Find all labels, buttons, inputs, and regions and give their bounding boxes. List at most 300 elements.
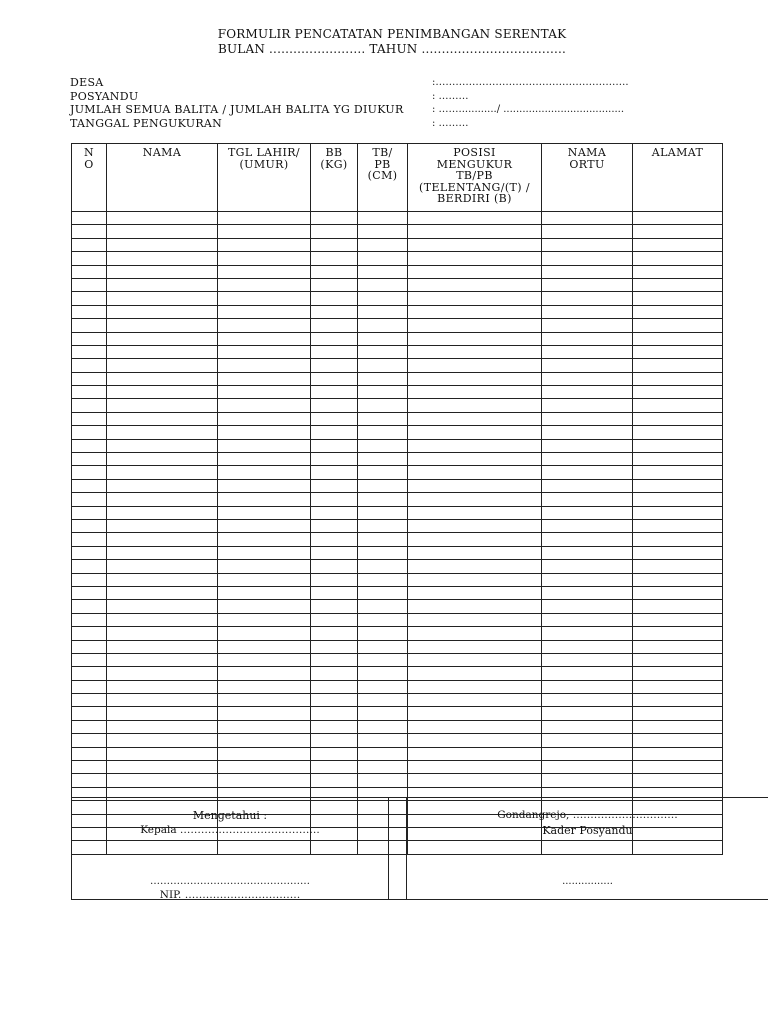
table-cell[interactable] xyxy=(72,372,107,385)
table-cell[interactable] xyxy=(218,265,311,278)
table-cell[interactable] xyxy=(633,546,723,559)
table-cell[interactable] xyxy=(218,533,311,546)
table-cell[interactable] xyxy=(107,653,218,666)
table-cell[interactable] xyxy=(408,533,542,546)
table-cell[interactable] xyxy=(633,734,723,747)
table-cell[interactable] xyxy=(311,412,358,425)
table-cell[interactable] xyxy=(107,466,218,479)
table-cell[interactable] xyxy=(311,667,358,680)
table-cell[interactable] xyxy=(542,426,633,439)
table-cell[interactable] xyxy=(72,319,107,332)
table-cell[interactable] xyxy=(72,412,107,425)
table-cell[interactable] xyxy=(408,265,542,278)
table-cell[interactable] xyxy=(311,586,358,599)
table-cell[interactable] xyxy=(311,238,358,251)
table-cell[interactable] xyxy=(311,573,358,586)
table-cell[interactable] xyxy=(311,613,358,626)
table-cell[interactable] xyxy=(311,265,358,278)
table-cell[interactable] xyxy=(358,305,408,318)
table-cell[interactable] xyxy=(408,292,542,305)
table-cell[interactable] xyxy=(542,680,633,693)
table-cell[interactable] xyxy=(633,278,723,291)
table-cell[interactable] xyxy=(218,399,311,412)
table-cell[interactable] xyxy=(633,519,723,532)
table-cell[interactable] xyxy=(542,278,633,291)
table-cell[interactable] xyxy=(633,292,723,305)
table-cell[interactable] xyxy=(218,278,311,291)
table-cell[interactable] xyxy=(72,734,107,747)
table-cell[interactable] xyxy=(72,653,107,666)
table-cell[interactable] xyxy=(358,225,408,238)
table-cell[interactable] xyxy=(218,319,311,332)
table-cell[interactable] xyxy=(218,747,311,760)
table-cell[interactable] xyxy=(408,519,542,532)
table-cell[interactable] xyxy=(107,278,218,291)
table-cell[interactable] xyxy=(72,238,107,251)
table-cell[interactable] xyxy=(408,506,542,519)
table-cell[interactable] xyxy=(72,359,107,372)
table-cell[interactable] xyxy=(311,720,358,733)
table-cell[interactable] xyxy=(218,761,311,774)
table-cell[interactable] xyxy=(408,453,542,466)
table-cell[interactable] xyxy=(633,627,723,640)
table-cell[interactable] xyxy=(72,453,107,466)
table-cell[interactable] xyxy=(408,319,542,332)
table-cell[interactable] xyxy=(408,627,542,640)
table-cell[interactable] xyxy=(218,479,311,492)
table-cell[interactable] xyxy=(542,225,633,238)
table-cell[interactable] xyxy=(542,734,633,747)
table-cell[interactable] xyxy=(542,453,633,466)
table-cell[interactable] xyxy=(72,479,107,492)
table-cell[interactable] xyxy=(72,292,107,305)
table-cell[interactable] xyxy=(107,506,218,519)
table-cell[interactable] xyxy=(542,707,633,720)
table-cell[interactable] xyxy=(408,747,542,760)
table-cell[interactable] xyxy=(107,734,218,747)
table-cell[interactable] xyxy=(358,627,408,640)
table-cell[interactable] xyxy=(311,212,358,225)
table-cell[interactable] xyxy=(107,493,218,506)
table-cell[interactable] xyxy=(218,212,311,225)
table-cell[interactable] xyxy=(408,613,542,626)
table-cell[interactable] xyxy=(633,493,723,506)
table-cell[interactable] xyxy=(633,774,723,787)
table-cell[interactable] xyxy=(218,506,311,519)
table-cell[interactable] xyxy=(633,238,723,251)
table-cell[interactable] xyxy=(311,332,358,345)
table-cell[interactable] xyxy=(107,212,218,225)
table-cell[interactable] xyxy=(358,720,408,733)
table-cell[interactable] xyxy=(633,466,723,479)
table-cell[interactable] xyxy=(107,586,218,599)
table-cell[interactable] xyxy=(408,305,542,318)
table-cell[interactable] xyxy=(218,466,311,479)
table-cell[interactable] xyxy=(107,305,218,318)
table-cell[interactable] xyxy=(218,694,311,707)
table-cell[interactable] xyxy=(633,399,723,412)
table-cell[interactable] xyxy=(358,560,408,573)
table-cell[interactable] xyxy=(358,252,408,265)
table-cell[interactable] xyxy=(633,412,723,425)
table-cell[interactable] xyxy=(107,265,218,278)
table-cell[interactable] xyxy=(72,680,107,693)
table-cell[interactable] xyxy=(311,506,358,519)
table-cell[interactable] xyxy=(633,680,723,693)
table-cell[interactable] xyxy=(542,479,633,492)
table-cell[interactable] xyxy=(107,372,218,385)
table-cell[interactable] xyxy=(218,345,311,358)
table-cell[interactable] xyxy=(107,359,218,372)
table-cell[interactable] xyxy=(358,734,408,747)
table-cell[interactable] xyxy=(542,412,633,425)
table-cell[interactable] xyxy=(311,372,358,385)
table-cell[interactable] xyxy=(107,225,218,238)
table-cell[interactable] xyxy=(218,519,311,532)
table-cell[interactable] xyxy=(633,305,723,318)
table-cell[interactable] xyxy=(358,466,408,479)
table-cell[interactable] xyxy=(542,573,633,586)
table-cell[interactable] xyxy=(72,519,107,532)
table-cell[interactable] xyxy=(542,466,633,479)
table-cell[interactable] xyxy=(72,345,107,358)
table-cell[interactable] xyxy=(358,212,408,225)
table-cell[interactable] xyxy=(72,493,107,506)
table-cell[interactable] xyxy=(218,546,311,559)
table-cell[interactable] xyxy=(72,466,107,479)
table-cell[interactable] xyxy=(218,653,311,666)
table-cell[interactable] xyxy=(72,707,107,720)
table-cell[interactable] xyxy=(633,332,723,345)
table-cell[interactable] xyxy=(311,533,358,546)
table-cell[interactable] xyxy=(408,573,542,586)
table-cell[interactable] xyxy=(408,667,542,680)
table-cell[interactable] xyxy=(107,546,218,559)
table-cell[interactable] xyxy=(218,680,311,693)
table-cell[interactable] xyxy=(408,600,542,613)
table-cell[interactable] xyxy=(72,439,107,452)
table-cell[interactable] xyxy=(107,774,218,787)
table-cell[interactable] xyxy=(311,627,358,640)
table-cell[interactable] xyxy=(542,747,633,760)
table-cell[interactable] xyxy=(542,372,633,385)
table-cell[interactable] xyxy=(358,292,408,305)
table-cell[interactable] xyxy=(358,586,408,599)
table-cell[interactable] xyxy=(218,305,311,318)
table-cell[interactable] xyxy=(358,479,408,492)
table-cell[interactable] xyxy=(542,519,633,532)
table-cell[interactable] xyxy=(72,573,107,586)
table-cell[interactable] xyxy=(311,774,358,787)
table-cell[interactable] xyxy=(542,439,633,452)
table-cell[interactable] xyxy=(72,533,107,546)
table-cell[interactable] xyxy=(72,506,107,519)
table-cell[interactable] xyxy=(408,546,542,559)
table-cell[interactable] xyxy=(311,640,358,653)
table-cell[interactable] xyxy=(358,573,408,586)
table-cell[interactable] xyxy=(633,265,723,278)
table-cell[interactable] xyxy=(107,761,218,774)
table-cell[interactable] xyxy=(633,586,723,599)
table-cell[interactable] xyxy=(542,252,633,265)
table-cell[interactable] xyxy=(107,319,218,332)
table-cell[interactable] xyxy=(107,667,218,680)
table-cell[interactable] xyxy=(218,720,311,733)
table-cell[interactable] xyxy=(72,640,107,653)
table-cell[interactable] xyxy=(311,466,358,479)
table-cell[interactable] xyxy=(633,426,723,439)
table-cell[interactable] xyxy=(218,359,311,372)
table-cell[interactable] xyxy=(358,653,408,666)
table-cell[interactable] xyxy=(107,640,218,653)
table-cell[interactable] xyxy=(72,212,107,225)
table-cell[interactable] xyxy=(72,546,107,559)
table-cell[interactable] xyxy=(633,667,723,680)
table-cell[interactable] xyxy=(107,479,218,492)
table-cell[interactable] xyxy=(542,493,633,506)
table-cell[interactable] xyxy=(358,345,408,358)
table-cell[interactable] xyxy=(311,292,358,305)
table-cell[interactable] xyxy=(107,694,218,707)
table-cell[interactable] xyxy=(107,560,218,573)
table-cell[interactable] xyxy=(72,627,107,640)
table-cell[interactable] xyxy=(311,426,358,439)
table-cell[interactable] xyxy=(633,720,723,733)
table-cell[interactable] xyxy=(311,694,358,707)
table-cell[interactable] xyxy=(311,734,358,747)
table-cell[interactable] xyxy=(408,372,542,385)
table-cell[interactable] xyxy=(358,747,408,760)
table-cell[interactable] xyxy=(408,386,542,399)
table-cell[interactable] xyxy=(358,332,408,345)
table-cell[interactable] xyxy=(107,453,218,466)
table-cell[interactable] xyxy=(408,359,542,372)
table-cell[interactable] xyxy=(72,613,107,626)
table-cell[interactable] xyxy=(633,653,723,666)
table-cell[interactable] xyxy=(633,319,723,332)
table-cell[interactable] xyxy=(107,439,218,452)
table-cell[interactable] xyxy=(107,627,218,640)
table-cell[interactable] xyxy=(408,734,542,747)
table-cell[interactable] xyxy=(633,212,723,225)
table-cell[interactable] xyxy=(358,359,408,372)
table-cell[interactable] xyxy=(72,761,107,774)
table-cell[interactable] xyxy=(542,613,633,626)
table-cell[interactable] xyxy=(633,533,723,546)
table-cell[interactable] xyxy=(633,707,723,720)
table-cell[interactable] xyxy=(107,747,218,760)
table-cell[interactable] xyxy=(408,774,542,787)
table-cell[interactable] xyxy=(72,305,107,318)
table-cell[interactable] xyxy=(218,774,311,787)
table-cell[interactable] xyxy=(542,359,633,372)
table-cell[interactable] xyxy=(358,399,408,412)
table-cell[interactable] xyxy=(311,225,358,238)
table-cell[interactable] xyxy=(218,734,311,747)
table-cell[interactable] xyxy=(408,694,542,707)
table-cell[interactable] xyxy=(542,653,633,666)
table-cell[interactable] xyxy=(633,439,723,452)
table-cell[interactable] xyxy=(633,386,723,399)
table-cell[interactable] xyxy=(408,680,542,693)
table-cell[interactable] xyxy=(311,439,358,452)
table-cell[interactable] xyxy=(311,680,358,693)
table-cell[interactable] xyxy=(358,412,408,425)
table-cell[interactable] xyxy=(311,278,358,291)
table-cell[interactable] xyxy=(408,466,542,479)
table-cell[interactable] xyxy=(542,506,633,519)
table-cell[interactable] xyxy=(633,359,723,372)
table-cell[interactable] xyxy=(358,506,408,519)
table-cell[interactable] xyxy=(72,694,107,707)
table-cell[interactable] xyxy=(218,707,311,720)
table-cell[interactable] xyxy=(218,586,311,599)
table-cell[interactable] xyxy=(72,774,107,787)
table-cell[interactable] xyxy=(408,426,542,439)
table-cell[interactable] xyxy=(408,238,542,251)
table-cell[interactable] xyxy=(72,278,107,291)
table-cell[interactable] xyxy=(72,600,107,613)
table-cell[interactable] xyxy=(408,332,542,345)
table-cell[interactable] xyxy=(107,292,218,305)
table-cell[interactable] xyxy=(311,707,358,720)
table-cell[interactable] xyxy=(358,519,408,532)
table-cell[interactable] xyxy=(542,292,633,305)
table-cell[interactable] xyxy=(633,613,723,626)
table-cell[interactable] xyxy=(218,225,311,238)
table-cell[interactable] xyxy=(358,278,408,291)
table-cell[interactable] xyxy=(633,252,723,265)
table-cell[interactable] xyxy=(542,761,633,774)
table-cell[interactable] xyxy=(358,426,408,439)
table-cell[interactable] xyxy=(542,640,633,653)
table-cell[interactable] xyxy=(218,292,311,305)
table-cell[interactable] xyxy=(358,265,408,278)
table-cell[interactable] xyxy=(72,332,107,345)
table-cell[interactable] xyxy=(358,386,408,399)
table-cell[interactable] xyxy=(542,319,633,332)
table-cell[interactable] xyxy=(72,586,107,599)
table-cell[interactable] xyxy=(542,305,633,318)
table-cell[interactable] xyxy=(408,586,542,599)
table-cell[interactable] xyxy=(358,694,408,707)
table-cell[interactable] xyxy=(311,600,358,613)
table-cell[interactable] xyxy=(218,332,311,345)
table-cell[interactable] xyxy=(311,399,358,412)
table-cell[interactable] xyxy=(408,225,542,238)
table-cell[interactable] xyxy=(358,707,408,720)
table-cell[interactable] xyxy=(107,613,218,626)
table-cell[interactable] xyxy=(633,453,723,466)
table-cell[interactable] xyxy=(72,399,107,412)
table-cell[interactable] xyxy=(311,546,358,559)
table-cell[interactable] xyxy=(218,573,311,586)
table-cell[interactable] xyxy=(311,453,358,466)
table-cell[interactable] xyxy=(358,613,408,626)
table-cell[interactable] xyxy=(72,225,107,238)
table-cell[interactable] xyxy=(542,667,633,680)
table-cell[interactable] xyxy=(72,252,107,265)
table-cell[interactable] xyxy=(542,694,633,707)
table-cell[interactable] xyxy=(542,627,633,640)
table-cell[interactable] xyxy=(72,386,107,399)
table-cell[interactable] xyxy=(358,453,408,466)
table-cell[interactable] xyxy=(633,640,723,653)
table-cell[interactable] xyxy=(542,546,633,559)
table-cell[interactable] xyxy=(311,493,358,506)
table-cell[interactable] xyxy=(633,345,723,358)
table-cell[interactable] xyxy=(72,265,107,278)
table-cell[interactable] xyxy=(218,252,311,265)
table-cell[interactable] xyxy=(311,653,358,666)
table-cell[interactable] xyxy=(408,212,542,225)
table-cell[interactable] xyxy=(408,252,542,265)
table-cell[interactable] xyxy=(408,707,542,720)
table-cell[interactable] xyxy=(358,439,408,452)
table-cell[interactable] xyxy=(542,386,633,399)
table-cell[interactable] xyxy=(358,372,408,385)
table-cell[interactable] xyxy=(633,560,723,573)
table-cell[interactable] xyxy=(358,600,408,613)
table-cell[interactable] xyxy=(633,761,723,774)
table-cell[interactable] xyxy=(107,399,218,412)
table-cell[interactable] xyxy=(107,600,218,613)
table-cell[interactable] xyxy=(311,747,358,760)
table-cell[interactable] xyxy=(358,761,408,774)
table-cell[interactable] xyxy=(358,680,408,693)
table-cell[interactable] xyxy=(218,667,311,680)
table-cell[interactable] xyxy=(72,667,107,680)
table-cell[interactable] xyxy=(72,747,107,760)
table-cell[interactable] xyxy=(358,640,408,653)
table-cell[interactable] xyxy=(408,653,542,666)
table-cell[interactable] xyxy=(218,493,311,506)
table-cell[interactable] xyxy=(408,761,542,774)
table-cell[interactable] xyxy=(107,573,218,586)
table-cell[interactable] xyxy=(358,546,408,559)
table-cell[interactable] xyxy=(107,412,218,425)
table-cell[interactable] xyxy=(633,372,723,385)
table-cell[interactable] xyxy=(218,439,311,452)
table-cell[interactable] xyxy=(72,560,107,573)
table-cell[interactable] xyxy=(542,238,633,251)
table-cell[interactable] xyxy=(311,319,358,332)
table-cell[interactable] xyxy=(218,386,311,399)
table-cell[interactable] xyxy=(633,600,723,613)
table-cell[interactable] xyxy=(633,479,723,492)
table-cell[interactable] xyxy=(107,238,218,251)
table-cell[interactable] xyxy=(218,560,311,573)
table-cell[interactable] xyxy=(633,506,723,519)
table-cell[interactable] xyxy=(542,533,633,546)
table-cell[interactable] xyxy=(218,426,311,439)
table-cell[interactable] xyxy=(408,345,542,358)
table-cell[interactable] xyxy=(358,319,408,332)
table-cell[interactable] xyxy=(408,439,542,452)
table-cell[interactable] xyxy=(218,453,311,466)
table-cell[interactable] xyxy=(542,720,633,733)
table-cell[interactable] xyxy=(311,560,358,573)
table-cell[interactable] xyxy=(311,386,358,399)
table-cell[interactable] xyxy=(311,479,358,492)
table-cell[interactable] xyxy=(542,332,633,345)
table-cell[interactable] xyxy=(107,720,218,733)
table-cell[interactable] xyxy=(542,212,633,225)
table-cell[interactable] xyxy=(358,774,408,787)
table-cell[interactable] xyxy=(107,680,218,693)
table-cell[interactable] xyxy=(358,493,408,506)
table-cell[interactable] xyxy=(542,560,633,573)
